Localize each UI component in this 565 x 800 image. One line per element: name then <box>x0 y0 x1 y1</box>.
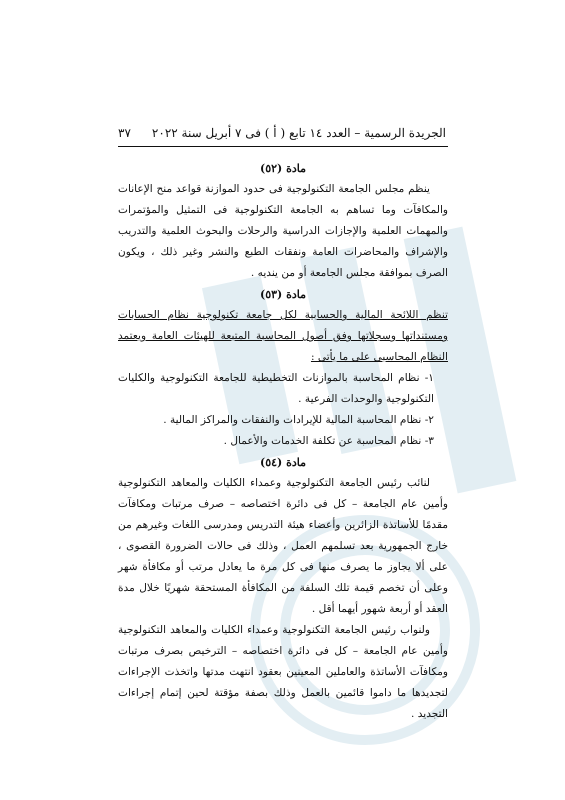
page-header <box>118 122 446 144</box>
article-53-item-3: ٣- نظام المحاسبة عن تكلفة الخدمات والأعمال . <box>223 435 434 447</box>
article-52-paragraph-1: ينظم مجلس الجامعة التكنولوجية فى حدود الموازنة قواعد منح الإعانات والمكافآت وما تساهم به الجامعة التكنولوجية فى التمثيل والمؤتمرات والمهمات العلمية والإجازات الدراسية والرحلات والبحوث العلمية والتدريب والإشراف والمحاضرات العامة ونفقات الطبع والنشر وغير ذلك ، ويكون الصرف بموافقة مجلس الجامعة أو من ينديه . <box>118 183 448 279</box>
header-title: الجريدة الرسمية – العدد ١٤ تابع ( أ ) فى ٧ أبريل سنة ٢٠٢٢ <box>151 126 446 140</box>
article-52-title: مادة (٥٢) <box>260 162 306 175</box>
article-53-intro: تنظم اللائحة المالية والحسابية لكل جامعة تكنولوجية نظام الحسابات ومستنداتها وسجلاتها وفق أصول المحاسبة المتبعة للهيئات العامة ويعتمد النظام المحاسبى على ما يأتى : <box>118 309 448 363</box>
page-number: ٣٧ <box>118 126 131 140</box>
article-54-title: مادة (٥٤) <box>260 456 306 469</box>
article-54-paragraph-1: لنائب رئيس الجامعة التكنولوجية وعمداء الكليات والمعاهد التكنولوجية وأمين عام الجامعة – كل فى دائرة اختصاصه – صرف مرتبات ومكافآت مقدمًا للأساتذة الزائرين وأعضاء هيئة التدريس ومدرسى اللغات وغيرهم من خارج الجمهورية بعد تسلمهم العمل ، وذلك فى حالات الضرورة القصوى ، على ألا يجاوز ما يصرف منها فى كل مرة ما يعادل مرتب أو مكافأة شهر وعلى أن تخصم قيمة تلك السلفة من المكافأة المستحقة شهريًا خلال مدة العقد أو أربعة شهور أيهما أقل . <box>118 477 448 615</box>
article-53-item-2: ٢- نظام المحاسبة المالية للإيرادات والنفقات والمراكز المالية . <box>163 414 434 426</box>
article-53-title: مادة (٥٣) <box>260 288 306 301</box>
article-53-item-1: ١- نظام المحاسبة بالموازنات التخطيطية للجامعة التكنولوجية والكليات التكنولوجية والوحدات الفرعية . <box>118 372 434 405</box>
header-divider <box>118 146 448 147</box>
document-body <box>118 158 448 725</box>
article-54-paragraph-2: ولنواب رئيس الجامعة التكنولوجية وعمداء الكليات والمعاهد التكنولوجية وأمين عام الجامعة – كل فى دائرة اختصاصه – الترخيص بصرف مرتبات ومكافآت الأساتذة والعاملين المعينين بعقود انتهت مدتها واتخذت الإجراءات لتجديدها ما داموا قائمين بالعمل وذلك بصفة مؤقتة لحين إتمام إجراءات التجديد . <box>118 624 448 720</box>
